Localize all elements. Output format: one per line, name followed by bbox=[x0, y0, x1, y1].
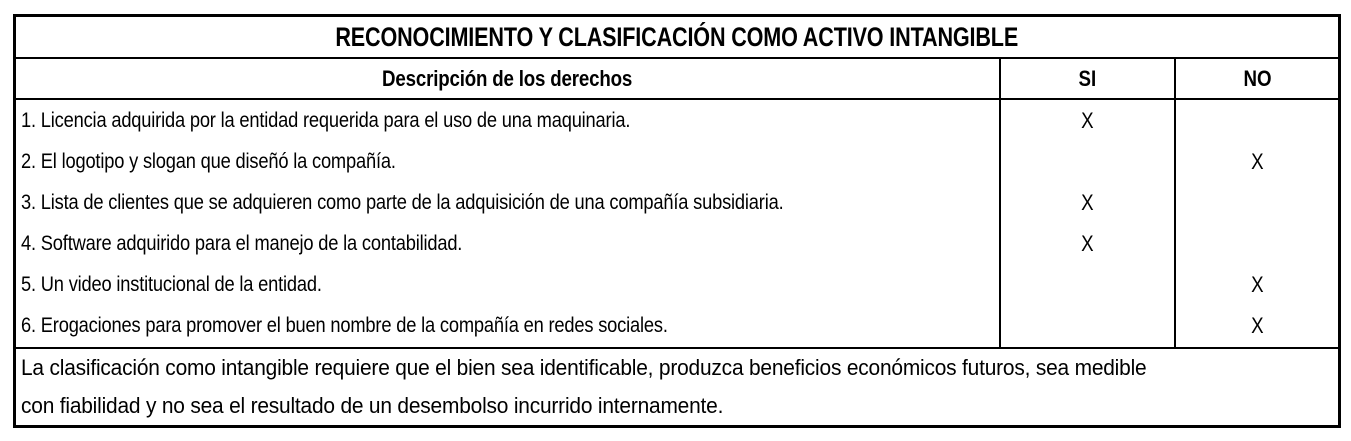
si-mark-cell bbox=[1001, 265, 1174, 306]
no-mark: X bbox=[1250, 313, 1264, 339]
no-mark-cell bbox=[1176, 306, 1338, 347]
row-text: 1. Licencia adquirida por la entidad requerida para el uso de una maquinaria. bbox=[21, 108, 631, 132]
table-row bbox=[16, 182, 999, 223]
no-mark-cell bbox=[1176, 224, 1338, 265]
si-mark: X bbox=[1081, 231, 1094, 257]
row-text: 2. El logotipo y slogan que diseñó la compañía. bbox=[21, 149, 396, 173]
footer-note-line-2 bbox=[21, 387, 1338, 425]
si-mark-cell bbox=[1001, 141, 1174, 182]
si-mark-cell bbox=[1001, 224, 1174, 265]
footer-note bbox=[16, 347, 1338, 425]
si-column bbox=[999, 100, 1174, 347]
table-row bbox=[16, 265, 999, 306]
column-header-description-cell bbox=[16, 59, 999, 98]
table-header-row bbox=[16, 59, 1338, 100]
no-mark: X bbox=[1250, 148, 1264, 174]
row-text: 4. Software adquirido para el manejo de la contabilidad. bbox=[21, 232, 463, 256]
no-mark-cell bbox=[1176, 265, 1338, 306]
no-column bbox=[1174, 100, 1338, 347]
column-header-si-cell bbox=[999, 59, 1174, 98]
description-column bbox=[16, 100, 999, 347]
table-body bbox=[16, 100, 1338, 347]
column-header-no: NO bbox=[1242, 65, 1272, 91]
no-mark-cell bbox=[1176, 141, 1338, 182]
column-header-no-cell bbox=[1174, 59, 1338, 98]
column-header-description: Descripción de los derechos bbox=[382, 65, 633, 91]
no-mark-cell bbox=[1176, 100, 1338, 141]
table-row bbox=[16, 141, 999, 182]
table-title-row bbox=[16, 17, 1338, 59]
footer-note-text: La clasificación como intangible requiere que el bien sea identificable, produzca beneficios económicos futuros, sea medible bbox=[21, 355, 1147, 380]
row-text: 3. Lista de clientes que se adquieren como parte de la adquisición de una compañía subsidiaria. bbox=[21, 190, 784, 214]
intangible-asset-classification-table bbox=[13, 14, 1341, 428]
no-mark: X bbox=[1250, 272, 1264, 298]
si-mark: X bbox=[1081, 107, 1094, 133]
footer-note-text: con fiabilidad y no sea el resultado de un desembolso incurrido internamente. bbox=[21, 393, 724, 418]
row-text: 6. Erogaciones para promover el buen nombre de la compañía en redes sociales. bbox=[21, 314, 668, 338]
table-title: RECONOCIMIENTO Y CLASIFICACIÓN COMO ACTIVO INTANGIBLE bbox=[335, 21, 1019, 52]
column-header-si: SI bbox=[1078, 65, 1097, 91]
row-text: 5. Un video institucional de la entidad. bbox=[21, 273, 322, 297]
si-mark-cell bbox=[1001, 100, 1174, 141]
si-mark-cell bbox=[1001, 306, 1174, 347]
si-mark: X bbox=[1081, 189, 1094, 215]
si-mark-cell bbox=[1001, 182, 1174, 223]
table-row bbox=[16, 224, 999, 265]
table-row bbox=[16, 306, 999, 347]
table-row bbox=[16, 100, 999, 141]
footer-note-line-1 bbox=[21, 349, 1338, 387]
no-mark-cell bbox=[1176, 182, 1338, 223]
